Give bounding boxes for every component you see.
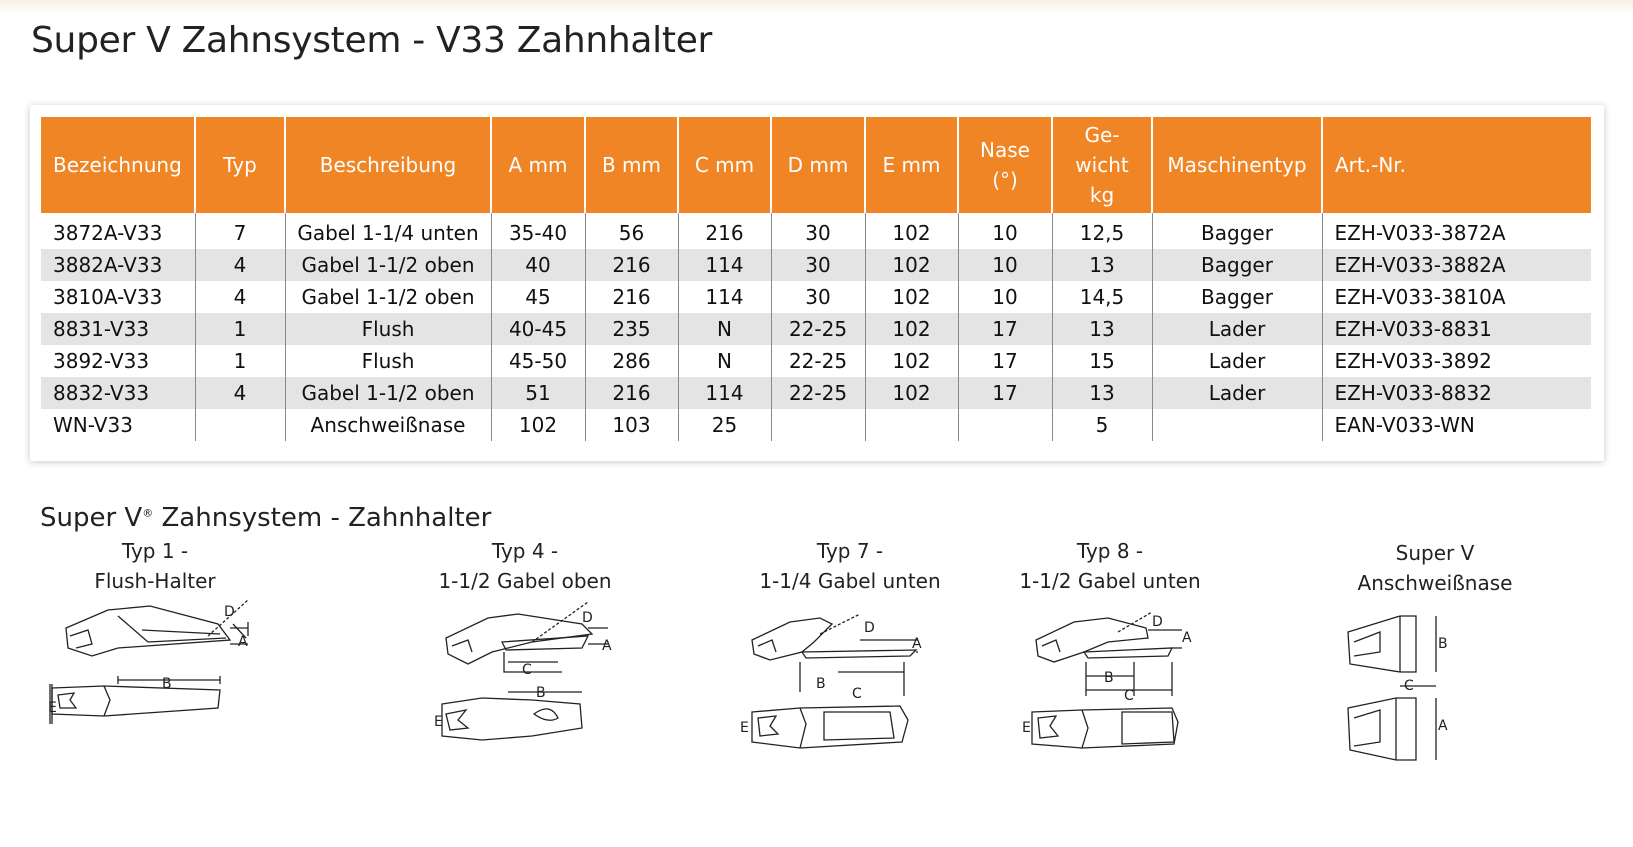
cell-nase: 17 <box>958 313 1052 345</box>
header-row <box>41 117 1591 213</box>
cell-c: 25 <box>678 409 771 441</box>
spec-table <box>41 117 1591 441</box>
col-header-line: A mm <box>508 153 568 177</box>
cell-b: 216 <box>585 377 678 409</box>
section-title-rest: Zahnsystem - Zahnhalter <box>153 503 492 533</box>
col-header-line: Maschinentyp <box>1167 153 1307 177</box>
cell-typ: 1 <box>195 345 285 377</box>
cell-d <box>771 409 865 441</box>
dim-label-e: E <box>434 714 443 730</box>
dim-label-b: B <box>536 685 546 701</box>
caption-line: 1-1/2 Gabel oben <box>438 569 612 593</box>
table-row <box>41 377 1591 409</box>
dim-label-b: B <box>1438 636 1448 652</box>
diagram-caption-typ4 <box>420 536 630 596</box>
cell-c: 114 <box>678 249 771 281</box>
col-header-line: Bezeichnung <box>53 153 182 177</box>
dim-label-b: B <box>1104 670 1114 686</box>
table-body <box>41 213 1591 441</box>
col-header-nase <box>958 117 1052 213</box>
dim-label-d: D <box>582 610 593 626</box>
typ7-drawing <box>740 612 950 752</box>
dim-label-a: A <box>912 636 922 652</box>
cell-typ <box>195 409 285 441</box>
cell-bezeichnung: 3882A-V33 <box>41 249 195 281</box>
cell-maschinentyp: Lader <box>1152 313 1322 345</box>
table-row <box>41 249 1591 281</box>
cell-beschreibung: Flush <box>285 313 491 345</box>
dim-label-e: E <box>48 700 57 716</box>
cell-typ: 4 <box>195 377 285 409</box>
cell-e: 102 <box>865 213 958 249</box>
typ8-drawing <box>1022 612 1222 758</box>
col-header-line: Ge- <box>1084 123 1120 147</box>
col-header-artnr <box>1322 117 1591 213</box>
typ4-drawing <box>432 602 632 752</box>
cell-bezeichnung: 3892-V33 <box>41 345 195 377</box>
cell-bezeichnung: 8832-V33 <box>41 377 195 409</box>
cell-e: 102 <box>865 249 958 281</box>
section-title <box>40 503 491 533</box>
cell-typ: 4 <box>195 281 285 313</box>
dim-label-e: E <box>1022 720 1031 736</box>
cell-nase <box>958 409 1052 441</box>
cell-d: 30 <box>771 249 865 281</box>
cell-e: 102 <box>865 345 958 377</box>
cell-maschinentyp: Bagger <box>1152 281 1322 313</box>
cell-artnr: EZH-V033-8831 <box>1322 313 1591 345</box>
registered-mark: ® <box>142 506 154 520</box>
cell-artnr: EZH-V033-8832 <box>1322 377 1591 409</box>
cell-b: 286 <box>585 345 678 377</box>
diagram-caption-typ7 <box>740 536 960 596</box>
cell-b: 103 <box>585 409 678 441</box>
col-header-maschinentyp <box>1152 117 1322 213</box>
col-header-line: E mm <box>882 153 941 177</box>
cell-gewicht: 13 <box>1052 249 1152 281</box>
diagram-caption-typ1 <box>70 536 240 596</box>
cell-b: 216 <box>585 249 678 281</box>
dim-label-a: A <box>238 634 248 650</box>
cell-nase: 17 <box>958 345 1052 377</box>
cell-bezeichnung: 3810A-V33 <box>41 281 195 313</box>
caption-line: Typ 7 - <box>816 539 884 563</box>
cell-beschreibung: Gabel 1-1/2 oben <box>285 281 491 313</box>
table-row <box>41 213 1591 249</box>
nase-bottom-view <box>1348 686 1436 760</box>
cell-a: 51 <box>491 377 585 409</box>
table-row <box>41 281 1591 313</box>
col-header-bezeichnung <box>41 117 195 213</box>
cell-beschreibung: Gabel 1-1/2 oben <box>285 249 491 281</box>
dim-label-c: C <box>1124 688 1134 704</box>
diagram-caption-nase <box>1350 538 1520 598</box>
cell-c: 216 <box>678 213 771 249</box>
cell-typ: 1 <box>195 313 285 345</box>
cell-beschreibung: Gabel 1-1/4 unten <box>285 213 491 249</box>
cell-gewicht: 5 <box>1052 409 1152 441</box>
col-header-e <box>865 117 958 213</box>
nase-drawing <box>1340 612 1460 762</box>
cell-typ: 7 <box>195 213 285 249</box>
dim-label-c: C <box>852 686 862 702</box>
col-header-c <box>678 117 771 213</box>
cell-bezeichnung: WN-V33 <box>41 409 195 441</box>
col-header-gewicht <box>1052 117 1152 213</box>
cell-nase: 10 <box>958 249 1052 281</box>
cell-bezeichnung: 3872A-V33 <box>41 213 195 249</box>
dim-label-d: D <box>864 620 875 636</box>
cell-artnr: EAN-V033-WN <box>1334 413 1475 437</box>
cell-typ: 4 <box>195 249 285 281</box>
typ7-side-view <box>752 614 918 696</box>
cell-maschinentyp: Bagger <box>1152 213 1322 249</box>
dim-label-b: B <box>816 676 826 692</box>
dim-label-a: A <box>1182 630 1192 646</box>
typ1-side-view <box>66 600 248 656</box>
cell-maschinentyp: Bagger <box>1152 249 1322 281</box>
table-row <box>41 345 1591 377</box>
table-header <box>41 117 1591 213</box>
cell-beschreibung: Gabel 1-1/2 oben <box>285 377 491 409</box>
col-header-typ <box>195 117 285 213</box>
cell-nase: 10 <box>958 281 1052 313</box>
cell-a: 40 <box>491 249 585 281</box>
col-header-line: wicht <box>1075 153 1129 177</box>
cell-gewicht: 13 <box>1052 377 1152 409</box>
caption-line: Anschweißnase <box>1357 571 1513 595</box>
caption-line: Flush-Halter <box>94 569 216 593</box>
cell-beschreibung: Anschweißnase <box>285 409 491 441</box>
cell-artnr: EZH-V033-3882A <box>1322 249 1591 281</box>
cell-e: 102 <box>865 377 958 409</box>
section-title-text: Super V <box>40 503 143 533</box>
table-row <box>41 409 1591 441</box>
typ1-top-view <box>50 676 220 724</box>
typ7-top-view <box>752 706 908 748</box>
col-header-b <box>585 117 678 213</box>
cell-gewicht: 13 <box>1052 313 1152 345</box>
typ4-top-view <box>442 692 582 740</box>
cell-c: N <box>678 345 771 377</box>
col-header-line: Typ <box>223 153 257 177</box>
page-title: Super V Zahnsystem - V33 Zahnhalter <box>31 20 713 61</box>
cell-maschinentyp: Lader <box>1152 377 1322 409</box>
dim-label-e: E <box>740 720 749 736</box>
cell-b: 56 <box>585 213 678 249</box>
cell-gewicht: 15 <box>1052 345 1152 377</box>
cell-d: 30 <box>771 281 865 313</box>
typ1-drawing <box>48 600 278 775</box>
col-header-a <box>491 117 585 213</box>
col-header-line: Nase <box>980 138 1030 162</box>
typ8-top-view <box>1032 708 1178 748</box>
col-header-line: kg <box>1089 183 1115 207</box>
dim-label-b: B <box>162 676 172 692</box>
col-header-d <box>771 117 865 213</box>
dim-label-a: A <box>602 638 612 654</box>
caption-line: Typ 1 - <box>121 539 189 563</box>
spec-table-panel <box>30 105 1604 461</box>
cell-c: 114 <box>678 281 771 313</box>
cell-gewicht: 14,5 <box>1052 281 1152 313</box>
cell-b: 216 <box>585 281 678 313</box>
cell-gewicht: 12,5 <box>1052 213 1152 249</box>
dim-label-c: C <box>1404 678 1414 694</box>
cell-d: 22-25 <box>771 377 865 409</box>
caption-line: 1-1/2 Gabel unten <box>1019 569 1201 593</box>
col-header-line: (°) <box>992 168 1018 192</box>
cell-a: 35-40 <box>491 213 585 249</box>
cell-e <box>865 409 958 441</box>
dim-label-c: C <box>522 662 532 678</box>
nase-side-view <box>1348 616 1436 672</box>
cell-d: 22-25 <box>771 313 865 345</box>
cell-maschinentyp <box>1152 409 1322 441</box>
cell-maschinentyp: Lader <box>1152 345 1322 377</box>
col-header-line: Art.-Nr. <box>1335 153 1407 177</box>
cell-a: 102 <box>491 409 585 441</box>
cell-bezeichnung: 8831-V33 <box>41 313 195 345</box>
caption-line: Typ 4 - <box>491 539 559 563</box>
cell-d: 22-25 <box>771 345 865 377</box>
col-header-line: D mm <box>787 153 849 177</box>
col-header-line: Beschreibung <box>319 153 457 177</box>
col-header-beschreibung <box>285 117 491 213</box>
cell-artnr: EZH-V033-3892 <box>1334 349 1492 373</box>
diagram-caption-typ8 <box>1000 536 1220 596</box>
cell-nase: 10 <box>958 213 1052 249</box>
cell-artnr: EZH-V033-3872A <box>1334 221 1506 245</box>
caption-line: Typ 8 - <box>1076 539 1144 563</box>
cell-c: 114 <box>678 377 771 409</box>
cell-a: 40-45 <box>491 313 585 345</box>
col-header-line: B mm <box>601 153 662 177</box>
cell-e: 102 <box>865 313 958 345</box>
caption-line: 1-1/4 Gabel unten <box>759 569 941 593</box>
cell-a: 45 <box>491 281 585 313</box>
cell-e: 102 <box>865 281 958 313</box>
caption-line: Super V <box>1395 541 1475 565</box>
cell-nase: 17 <box>958 377 1052 409</box>
cell-b: 235 <box>585 313 678 345</box>
dim-label-d: D <box>224 604 235 620</box>
top-band <box>0 0 1633 14</box>
cell-a: 45-50 <box>491 345 585 377</box>
cell-beschreibung: Flush <box>285 345 491 377</box>
table-row <box>41 313 1591 345</box>
dim-label-a: A <box>1438 718 1448 734</box>
cell-c: N <box>678 313 771 345</box>
dim-label-d: D <box>1152 614 1163 630</box>
cell-d: 30 <box>771 213 865 249</box>
cell-artnr: EZH-V033-3810A <box>1334 285 1506 309</box>
col-header-line: C mm <box>694 153 755 177</box>
